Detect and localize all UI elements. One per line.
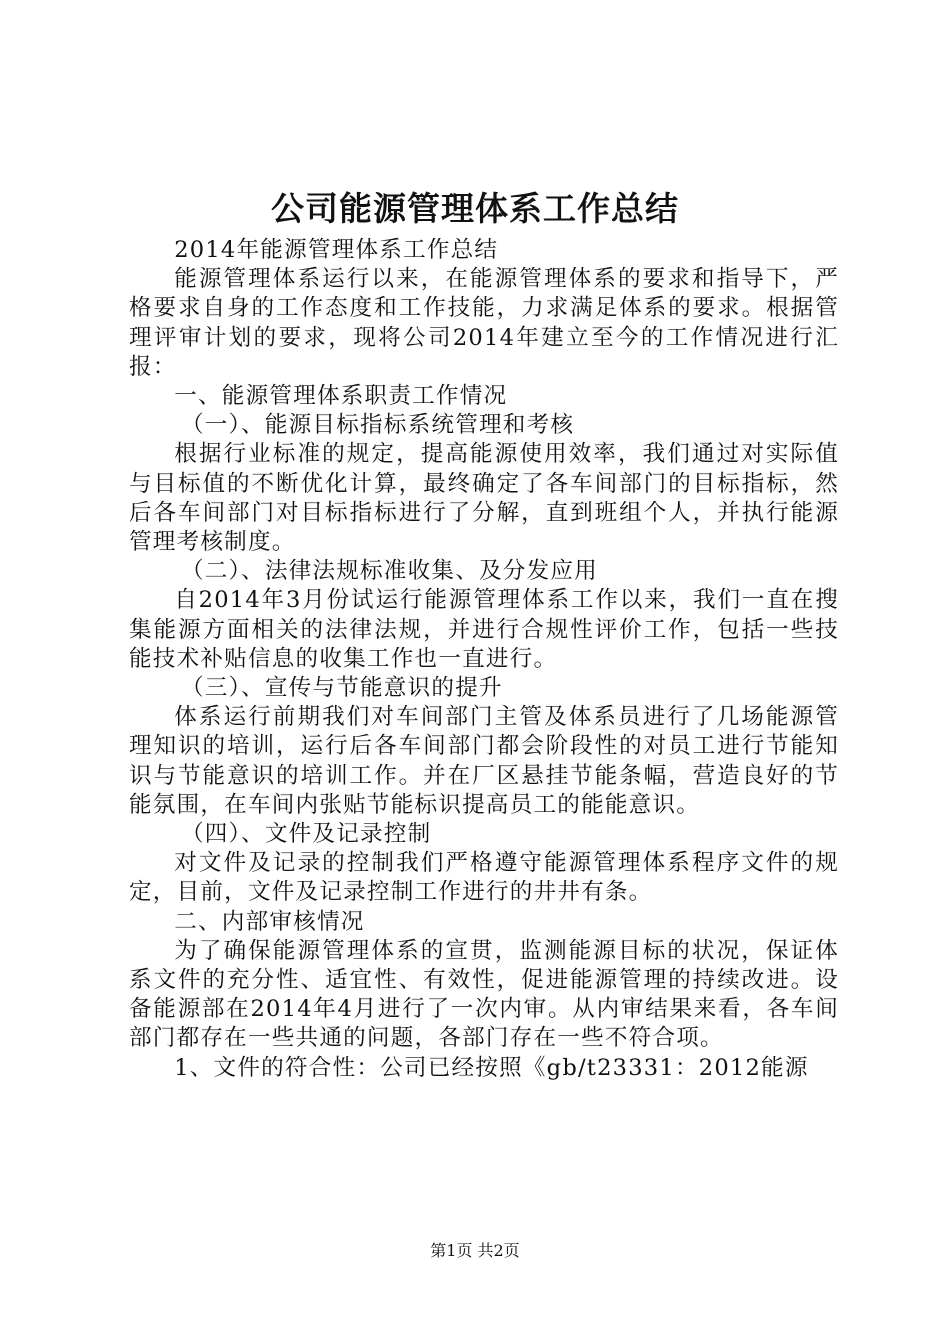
paragraph-conformity: 1、文件的符合性：公司已经按照《gb/t23331：2012能源 bbox=[174, 1054, 809, 1081]
paragraph-intro: 能源管理体系运行以来，在能源管理体系的要求和指导下，严格要求自身的工作态度和工作技能，力求满足体系的要求。根据管理评审计划的要求，现将公司2014年建立至今的工作情况进行汇报： bbox=[129, 266, 839, 380]
paragraph-records: 对文件及记录的控制我们严格遵守能源管理体系程序文件的规定，目前，文件及记录控制工作进行的井井有条。 bbox=[129, 850, 839, 906]
document-title: 公司能源管理体系工作总结 bbox=[271, 189, 679, 228]
subsection-heading-1: （一）、能源目标指标系统管理和考核 bbox=[180, 412, 575, 439]
subsection-heading-3: （三）、宣传与节能意识的提升 bbox=[180, 675, 503, 702]
paragraph-regulations: 自2014年3月份试运行能源管理体系工作以来，我们一直在搜集能源方面相关的法律法规，并进行合规性评价工作，包括一些技能技术补贴信息的收集工作也一直进行。 bbox=[129, 587, 839, 672]
paragraph-audit: 为了确保能源管理体系的宣贯，监测能源目标的状况，保证体系文件的充分性、适宜性、有效性，促进能源管理的持续改进。设备能源部在2014年4月进行了一次内审。从内审结果来看，各车间部门都存在一些共通的问题，各部门存在一些不符合项。 bbox=[129, 937, 839, 1052]
section-heading-2: 二、内部审核情况 bbox=[174, 908, 365, 935]
document-body bbox=[129, 236, 839, 1083]
page-footer: 第1页 共2页 bbox=[430, 1241, 520, 1260]
section-heading-1: 一、能源管理体系职责工作情况 bbox=[174, 383, 508, 410]
paragraph-training: 体系运行前期我们对车间部门主管及体系员进行了几场能源管理知识的培训，运行后各车间部门都会阶段性的对员工进行节能知识与节能意识的培训工作。并在厂区悬挂节能条幅，营造良好的节能氛围，在车间内张贴节能标识提高员工的能能意识。 bbox=[129, 704, 839, 818]
subsection-heading-2: （二）、法律法规标准收集、及分发应用 bbox=[180, 558, 598, 585]
subsection-heading-4: （四）、文件及记录控制 bbox=[180, 821, 432, 848]
paragraph-subtitle: 2014年能源管理体系工作总结 bbox=[174, 237, 499, 263]
paragraph-targets: 根据行业标准的规定，提高能源使用效率，我们通过对实际值与目标值的不断优化计算，最终确定了各车间部门的目标指标，然后各车间部门对目标指标进行了分解，直到班组个人，并执行能源管理考核制度。 bbox=[129, 441, 839, 556]
